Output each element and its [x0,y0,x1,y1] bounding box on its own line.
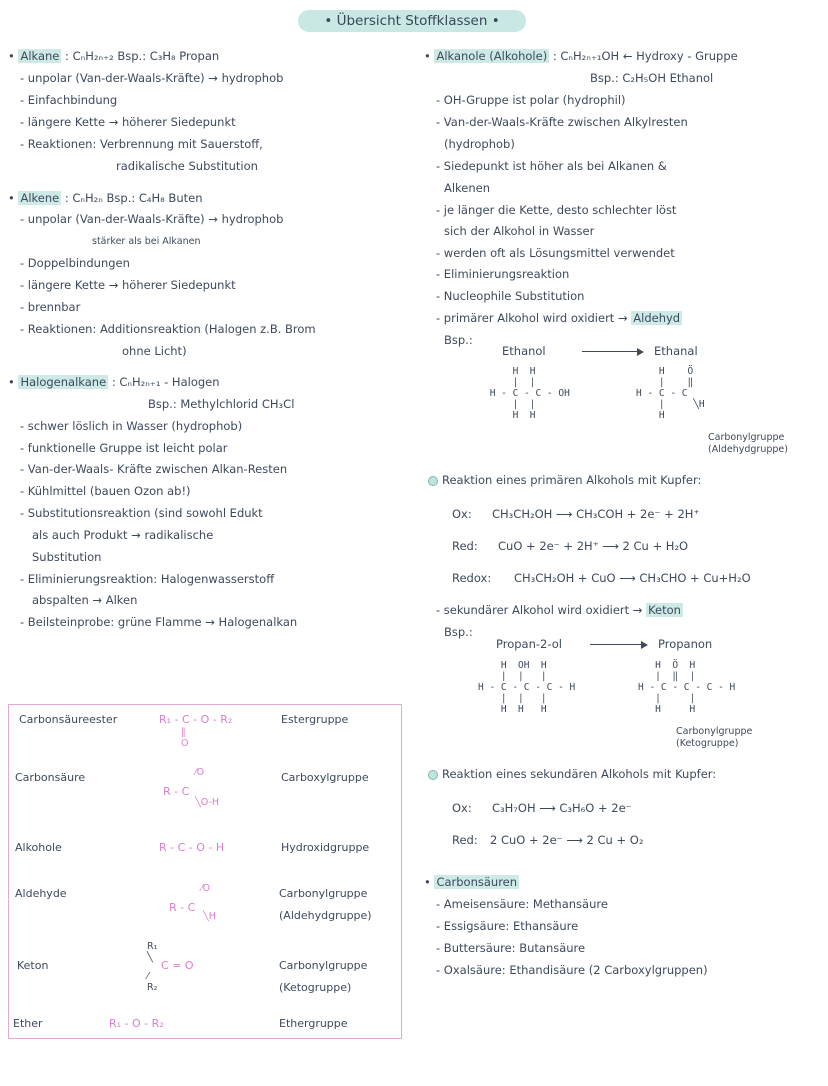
aldehyde-o-mark: ⁄O [201,883,211,894]
table-row-name: Ether [13,1017,43,1030]
alkane-line-5: radikalische Substitution [116,159,258,173]
table-row-group: Carboxylgruppe [281,771,369,784]
halogenalkane-line-8: - Eliminierungsreaktion: Halogenwasserstoff [20,572,275,586]
ethanal-label: Ethanal [654,344,698,358]
alkane-line-3: - längere Kette → höherer Siedepunkt [20,115,236,129]
bullet-dot [428,476,438,486]
table-row-formula: R - C - O - H [159,841,225,854]
reaction1-red: CuO + 2e⁻ + 2H⁺ ⟶ 2 Cu + H₂O [498,539,689,553]
alkanole-line-5: Alkenen [444,181,491,195]
table-row-name: Carbonsäureester [19,713,118,726]
aldehyd-highlight: Aldehyd [633,311,681,325]
primary-alcohol-line [436,310,682,326]
keton-r1-mark: R₁ ╲ [147,941,158,963]
table-row-formula: C = O [161,959,194,972]
table-row-name: Carbonsäure [15,771,86,784]
alkene-header: • Alkene : CₙH₂ₙ Bsp.: C₄H₈ Buten [8,191,203,205]
ethanol-label: Ethanol [502,344,546,358]
carbonsaeuren-line-4: - Oxalsäure: Ethandisäure (2 Carboxylgruppen) [436,963,708,977]
table-row-formula: R₁ - C - O - R₂ [159,713,233,726]
reaction1-ox: CH₃CH₂OH ⟶ CH₃COH + 2e⁻ + 2H⁺ [492,507,700,521]
aldehyde-h-mark: ╲H [203,911,216,922]
carbonyl-label-1b: (Aldehydgruppe) [708,444,788,455]
table-row-name: Aldehyde [15,887,67,900]
reaction2-red: 2 CuO + 2e⁻ ⟶ 2 Cu + O₂ [490,833,644,847]
alkene-line-7: ohne Licht) [122,344,187,358]
carbonsaeuren-line-3: - Buttersäure: Butansäure [436,941,586,955]
reaction1-ox-label: Ox: [452,507,472,521]
primary-alcohol-text: - primärer Alkohol wird oxidiert → [436,311,628,325]
alkanole-line-3: (hydrophob) [444,137,515,151]
alkene-line-6: - Reaktionen: Additionsreaktion (Halogen z.B. Brom [20,322,316,336]
alkanole-line-10: - Nucleophile Substitution [436,289,585,303]
propanol-label: Propan-2-ol [496,637,562,651]
halogenalkane-formula: : CₙH₂ₙ₊₁ - Halogen [111,375,220,389]
alkanole-line-8: - werden oft als Lösungsmittel verwendet [436,246,675,260]
table-row-group: Ethergruppe [279,1017,348,1030]
alkanole-formula: : CₙH₂ₙ₊₁OH ← Hydroxy - Gruppe [552,49,738,63]
carbonsaeuren-head: Carbonsäuren [436,875,518,889]
halogenalkane-line-4: - Kühlmittel (bauen Ozon ab!) [20,484,191,498]
reaction1-red-label: Red: [452,539,478,553]
alkanole-line-6: - je länger die Kette, desto schlechter löst [436,203,677,217]
halogenalkane-line-10: - Beilsteinprobe: grüne Flamme → Halogenalkan [20,615,298,629]
reaction1-header [428,472,701,488]
reaction2-head: Reaktion eines sekundären Alkohols mit Kupfer: [442,767,717,781]
secondary-bsp: Bsp.: [444,625,473,639]
alkene-line-3: - Doppelbindungen [20,256,130,270]
alkene-line-5: - brennbar [20,300,81,314]
alkanole-example: Bsp.: C₂H₅OH Ethanol [590,71,714,85]
halogenalkane-line-2: - funktionelle Gruppe ist leicht polar [20,441,228,455]
carbonyl-label-1: Carbonylgruppe [708,432,785,443]
functional-groups-table [8,704,402,1039]
carbonsaeuren-header: • Carbonsäuren [424,875,518,889]
table-row-formula: R - C [163,785,190,798]
keton-r2-mark: ⁄ R₂ [147,971,158,993]
ethanol-structure: H H | | H - C - C - OH | | H H [489,366,570,421]
primary-bsp: Bsp.: [444,333,473,347]
reaction-arrow-2 [590,644,646,645]
alkane-header: • Alkane : CₙH₂ₙ₊₂ Bsp.: C₃H₈ Propan [8,49,220,63]
alkene-formula: : CₙH₂ₙ Bsp.: C₄H₈ Buten [64,191,203,205]
halogenalkane-line-6: als auch Produkt → radikalische [32,528,214,542]
carbonyl-label-2b: (Ketogruppe) [676,738,739,749]
alkanole-line-1: - OH-Gruppe ist polar (hydrophil) [436,93,626,107]
alkane-head: Alkane [20,49,60,63]
table-row-group: Carbonylgruppe [279,959,368,972]
alkane-line-1: - unpolar (Van-der-Waals-Kräfte) → hydrophob [20,71,284,85]
alkene-head: Alkene [20,191,60,205]
alkene-line-2: stärker als bei Alkanen [92,236,201,247]
halogenalkane-line-9: abspalten → Alken [32,593,138,607]
ethanal-structure: H Ö | ‖ H - C - C | ╲H H [636,366,705,421]
table-row-formula: R - C [169,901,196,914]
alkanole-line-7: sich der Alkohol in Wasser [444,224,595,238]
table-row-formula: R₁ - O - R₂ [109,1017,164,1030]
reaction2-ox-label: Ox: [452,801,472,815]
reaction1-redox-label: Redox: [452,571,492,585]
table-row-group-sub: (Ketogruppe) [279,981,352,994]
alkane-line-4: - Reaktionen: Verbrennung mit Sauerstoff, [20,137,263,151]
halogenalkane-line-3: - Van-der-Waals- Kräfte zwischen Alkan-Resten [20,462,288,476]
alkanole-head: Alkanole (Alkohole) [436,49,548,63]
reaction2-red-label: Red: [452,833,478,847]
reaction2-header [428,766,716,782]
carbonsaeuren-line-2: - Essigsäure: Ethansäure [436,919,579,933]
halogenalkane-line-7: Substitution [32,550,102,564]
carbonyl-label-2: Carbonylgruppe [676,726,753,737]
alkane-line-2: - Einfachbindung [20,93,118,107]
bullet-dot [428,770,438,780]
halogenalkane-header: • Halogenalkane : CₙH₂ₙ₊₁ - Halogen [8,375,220,389]
table-row-group: Carbonylgruppe [279,887,368,900]
halogenalkane-line-5: - Substitutionsreaktion (sind sowohl Edukt [20,506,263,520]
table-row-group: Estergruppe [281,713,349,726]
reaction-arrow [582,351,642,352]
keton-highlight: Keton [648,603,681,617]
alkene-line-1: - unpolar (Van-der-Waals-Kräfte) → hydrophob [20,212,284,226]
carbonsaeuren-line-1: - Ameisensäure: Methansäure [436,897,608,911]
alkanole-header: • Alkanole (Alkohole) : CₙH₂ₙ₊₁OH ← Hydroxy - Gruppe [424,49,738,63]
carboxyl-oh-mark: ╲O-H [195,797,220,808]
halogenalkane-head: Halogenalkane [20,375,107,389]
reaction1-redox: CH₃CH₂OH + CuO ⟶ CH₃CHO + Cu+H₂O [514,571,751,585]
table-row-group-sub: (Aldehydgruppe) [279,909,372,922]
page-title: • Übersicht Stoffklassen • [298,10,526,32]
secondary-alcohol-line [436,602,683,618]
reaction2-ox: C₃H₇OH ⟶ C₃H₆O + 2e⁻ [492,801,632,815]
carboxyl-o-mark: ⁄O [195,767,205,778]
alkanole-line-2: - Van-der-Waals-Kräfte zwischen Alkylresten [436,115,688,129]
alkanole-line-9: - Eliminierungsreaktion [436,267,570,281]
propanon-label: Propanon [658,637,713,651]
table-row-group: Hydroxidgruppe [281,841,370,854]
secondary-alcohol-text: - sekundärer Alkohol wird oxidiert → [436,603,643,617]
reaction1-head: Reaktion eines primären Alkohols mit Kupfer: [442,473,702,487]
alkane-formula: : CₙH₂ₙ₊₂ Bsp.: C₃H₈ Propan [65,49,220,63]
halogenalkane-example: Bsp.: Methylchlorid CH₃Cl [148,397,295,411]
halogenalkane-line-1: - schwer löslich in Wasser (hydrophob) [20,419,243,433]
propanon-structure: H Ö H | ‖ | H - C - C - C - H | | H H [638,660,736,715]
double-bond-mark: ‖ O [181,727,189,749]
table-row-name: Keton [17,959,49,972]
alkene-line-4: - längere Kette → höherer Siedepunkt [20,278,236,292]
alkanole-line-4: - Siedepunkt ist höher als bei Alkanen & [436,159,667,173]
table-row-name: Alkohole [15,841,62,854]
propanol-structure: H OH H | | | H - C - C - C - H | | | H H H [478,660,576,715]
